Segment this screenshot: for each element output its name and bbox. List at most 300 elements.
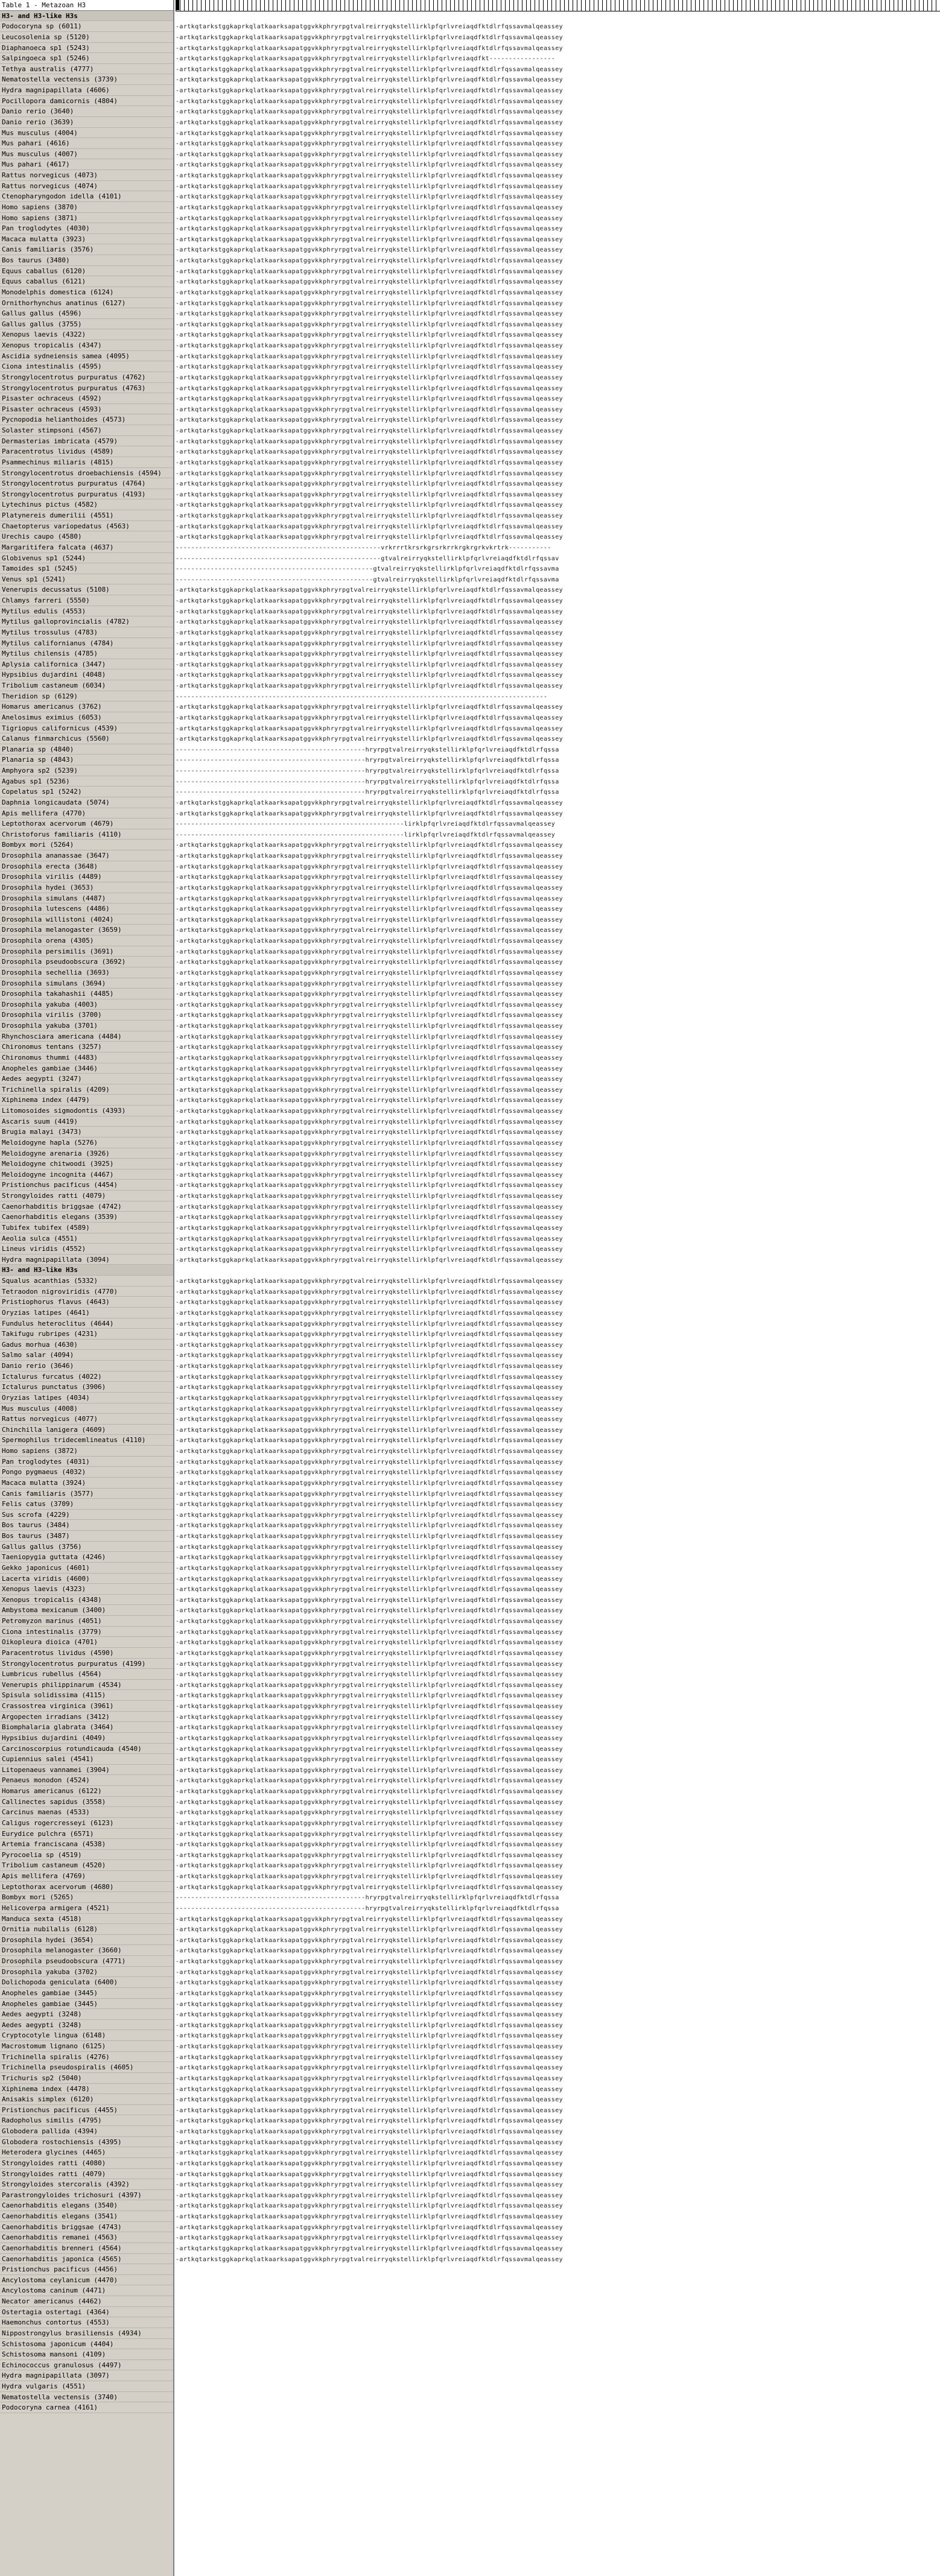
sequence-name[interactable]: Xiphinema index (4479) xyxy=(0,1095,173,1106)
sequence-row[interactable]: -artkqtarkstggkaprkqlatkaarksapatggvkkphryrpgtvalreirryqkstellirklpfqrlvreiaqdfktdlrfqssavmalqeassey xyxy=(176,1735,564,1742)
sequence-row[interactable]: -artkqtarkstggkaprkqlatkaarksapatggvkkphryrpgtvalreirryqkstellirklpfqrlvreiaqdfktdlrfqssavmalqeassey xyxy=(176,1437,564,1445)
sequence-name[interactable]: Oryzias latipes (4034) xyxy=(0,1393,173,1404)
sequence-row[interactable]: -artkqtarkstggkaprkqlatkaarksapatggvkkphryrpgtvalreirryqkstellirklpfqrlvreiaqdfktdlrfqssavmalqeassey xyxy=(176,1012,564,1019)
sequence-name[interactable]: Xenopus laevis (4322) xyxy=(0,329,173,340)
sequence-row[interactable]: -artkqtarkstggkaprkqlatkaarksapatggvkkphryrpgtvalreirryqkstellirklpfqrlvreiaqdfktdlrfqssavmalqeassey xyxy=(176,438,564,445)
sequence-name[interactable]: Urechis caupo (4580) xyxy=(0,531,173,542)
sequence-name[interactable]: Bos taurus (3487) xyxy=(0,1531,173,1542)
sequence-row[interactable]: -------------------------------------------------hryrpgtvalreirryqkstellirklpfqrlvreiaqdfktdlrfqssa xyxy=(176,1905,559,1912)
sequence-name[interactable]: Copelatus sp1 (5242) xyxy=(0,786,173,797)
sequence-row[interactable]: -------------------------------------------------hryrpgtvalreirryqkstellirklpfqrlvreiaqdfktdlrfqssa xyxy=(176,1894,559,1902)
sequence-row[interactable]: -artkqtarkstggkaprkqlatkaarksapatggvkkphryrpgtvalreirryqkstellirklpfqrlvreiaqdfktdlrfqssavmalqeassey xyxy=(176,523,564,530)
sequence-name[interactable]: Mus musculus (4004) xyxy=(0,128,173,139)
sequence-name[interactable]: Rattus norvegicus (4074) xyxy=(0,181,173,192)
sequence-row[interactable]: -artkqtarkstggkaprkqlatkaarksapatggvkkphryrpgtvalreirryqkstellirklpfqrlvreiaqdfktdlrfqssavmalqeassey xyxy=(176,2256,564,2263)
sequence-row[interactable]: -artkqtarkstggkaprkqlatkaarksapatggvkkphryrpgtvalreirryqkstellirklpfqrlvreiaqdfktdlrfqssavmalqeassey xyxy=(176,119,564,126)
sequence-name[interactable]: Necator americanus (4462) xyxy=(0,2296,173,2307)
sequence-name[interactable]: Drosophila yakuba (3702) xyxy=(0,1967,173,1978)
sequence-name[interactable]: Parastrongyloides trichosuri (4397) xyxy=(0,2190,173,2201)
sequence-name[interactable]: Leptothorax acervorum (4680) xyxy=(0,1882,173,1893)
sequence-row[interactable]: -artkqtarkstggkaprkqlatkaarksapatggvkkphryrpgtvalreirryqkstellirklpfqrlvreiaqdfktdlrfqssavmalqeassey xyxy=(176,226,564,233)
sequence-name[interactable]: Mytilus edulis (4553) xyxy=(0,606,173,617)
sequence-name[interactable]: Globivenus sp1 (5244) xyxy=(0,553,173,564)
sequence-row[interactable]: -artkqtarkstggkaprkqlatkaarksapatggvkkphryrpgtvalreirryqkstellirklpfqrlvreiaqdfktdlrfqssavmalqeassey xyxy=(176,2139,564,2146)
sequence-name[interactable]: Hydra magnipapillata (3094) xyxy=(0,1255,173,1265)
sequence-name[interactable]: Drosophila hydei (3654) xyxy=(0,1935,173,1946)
sequence-row[interactable]: -artkqtarkstggkaprkqlatkaarksapatggvkkphryrpgtvalreirryqkstellirklpfqrlvreiaqdfktdlrfqssavmalqeassey xyxy=(176,311,564,318)
sequence-name[interactable]: Caenorhabditis briggsae (4742) xyxy=(0,1201,173,1212)
sequence-row[interactable]: -artkqtarkstggkaprkqlatkaarksapatggvkkphryrpgtvalreirryqkstellirklpfqrlvreiaqdfktdlrfqssavmalqeassey xyxy=(176,2065,564,2072)
sequence-name[interactable]: Anopheles gambiae (3446) xyxy=(0,1063,173,1074)
sequence-name[interactable]: Schistosoma japonicum (4404) xyxy=(0,2339,173,2350)
sequence-name[interactable]: Rattus norvegicus (4073) xyxy=(0,170,173,181)
sequence-row[interactable]: -artkqtarkstggkaprkqlatkaarksapatggvkkphryrpgtvalreirryqkstellirklpfqrlvreiaqdfktdlrfqssavmalqeassey xyxy=(176,2182,564,2189)
sequence-row[interactable]: -artkqtarkstggkaprkqlatkaarksapatggvkkphryrpgtvalreirryqkstellirklpfqrlvreiaqdfktdlrfqssavmalqeassey xyxy=(176,481,564,488)
sequence-row[interactable]: -artkqtarkstggkaprkqlatkaarksapatggvkkphryrpgtvalreirryqkstellirklpfqrlvreiaqdfktdlrfqssavmalqeassey xyxy=(176,45,564,52)
sequence-row[interactable]: -artkqtarkstggkaprkqlatkaarksapatggvkkphryrpgtvalreirryqkstellirklpfqrlvreiaqdfktdlrfqssavmalqeassey xyxy=(176,1214,564,1221)
group-header[interactable]: H3- and H3-like H3s xyxy=(0,11,173,22)
sequence-row[interactable]: -artkqtarkstggkaprkqlatkaarksapatggvkkphryrpgtvalreirryqkstellirklpfqrlvreiaqdfktdlrfqssavmalqeassey xyxy=(176,1416,564,1423)
sequence-row[interactable]: -artkqtarkstggkaprkqlatkaarksapatggvkkphryrpgtvalreirryqkstellirklpfqrlvreiaqdfktdlrfqssavmalqeassey xyxy=(176,1990,564,1997)
sequence-name[interactable]: Strongylocentrotus droebachiensis (4594) xyxy=(0,468,173,479)
sequence-row[interactable]: -artkqtarkstggkaprkqlatkaarksapatggvkkphryrpgtvalreirryqkstellirklpfqrlvreiaqdfktdlrfqssavmalqeassey xyxy=(176,1543,564,1551)
sequence-row[interactable]: -artkqtarkstggkaprkqlatkaarksapatggvkkphryrpgtvalreirryqkstellirklpfqrlvreiaqdfktdlrfqssavmalqeassey xyxy=(176,704,564,711)
sequence-row[interactable]: -artkqtarkstggkaprkqlatkaarksapatggvkkphryrpgtvalreirryqkstellirklpfqrlvreiaqdfktdlrfqssavmalqeassey xyxy=(176,385,564,392)
sequence-name[interactable]: Litomosoides sigmodontis (4393) xyxy=(0,1106,173,1116)
sequence-name[interactable]: Nematostella vectensis (3740) xyxy=(0,2392,173,2403)
sequence-row[interactable]: -artkqtarkstggkaprkqlatkaarksapatggvkkphryrpgtvalreirryqkstellirklpfqrlvreiaqdfktdlrfqssavmalqeassey xyxy=(176,1299,564,1306)
sequence-name[interactable]: Dermasterias imbricata (4579) xyxy=(0,436,173,447)
sequence-name[interactable]: Taeniopygia guttata (4246) xyxy=(0,1552,173,1563)
sequence-alignment-area[interactable] xyxy=(176,0,940,2576)
sequence-row[interactable]: -artkqtarkstggkaprkqlatkaarksapatggvkkphryrpgtvalreirryqkstellirklpfqrlvreiaqdfktdlrfqssavmalqeassey xyxy=(176,2022,564,2029)
sequence-row[interactable]: -artkqtarkstggkaprkqlatkaarksapatggvkkphryrpgtvalreirryqkstellirklpfqrlvreiaqdfktdlrfqssavmalqeassey xyxy=(176,714,564,721)
sequence-name[interactable]: Danio rerio (3646) xyxy=(0,1361,173,1372)
sequence-name[interactable]: Apis mellifera (4770) xyxy=(0,808,173,819)
sequence-row[interactable]: -artkqtarkstggkaprkqlatkaarksapatggvkkphryrpgtvalreirryqkstellirklpfqrlvreiaqdfktdlrfqssavmalqeassey xyxy=(176,810,564,817)
sequence-row[interactable]: -artkqtarkstggkaprkqlatkaarksapatggvkkphryrpgtvalreirryqkstellirklpfqrlvreiaqdfktdlrfqssavmalqeassey xyxy=(176,428,564,434)
sequence-row[interactable]: -artkqtarkstggkaprkqlatkaarksapatggvkkphryrpgtvalreirryqkstellirklpfqrlvreiaqdfktdlrfqssavmalqeassey xyxy=(176,1235,564,1242)
sequence-row[interactable]: -artkqtarkstggkaprkqlatkaarksapatggvkkphryrpgtvalreirryqkstellirklpfqrlvreiaqdfktdlrfqssavmalqeassey xyxy=(176,1714,564,1721)
sequence-name[interactable]: Rhynchosciara americana (4484) xyxy=(0,1031,173,1042)
sequence-row[interactable]: -artkqtarkstggkaprkqlatkaarksapatggvkkphryrpgtvalreirryqkstellirklpfqrlvreiaqdfktdlrfqssavmalqeassey xyxy=(176,1607,564,1615)
sequence-row[interactable]: -artkqtarkstggkaprkqlatkaarksapatggvkkphryrpgtvalreirryqkstellirklpfqrlvreiaqdfktdlrfqssavmalqeassey xyxy=(176,1023,564,1030)
sequence-name[interactable]: Crassostrea virginica (3961) xyxy=(0,1701,173,1712)
sequence-name[interactable]: Venerupis decussatus (5108) xyxy=(0,584,173,595)
sequence-name[interactable]: Hydra magnipapillata (4606) xyxy=(0,85,173,96)
sequence-row[interactable]: -artkqtarkstggkaprkqlatkaarksapatggvkkphryrpgtvalreirryqkstellirklpfqrlvreiaqdfktdlrfqssavmalqeassey xyxy=(176,364,564,371)
sequence-row[interactable] xyxy=(176,1265,940,1276)
sequence-row[interactable]: -------------------------------------------------hryrpgtvalreirryqkstellirklpfqrlvreiaqdfktdlrfqssa xyxy=(176,778,559,785)
sequence-name[interactable]: Rattus norvegicus (4077) xyxy=(0,1414,173,1425)
sequence-row[interactable]: -artkqtarkstggkaprkqlatkaarksapatggvkkphryrpgtvalreirryqkstellirklpfqrlvreiaqdfktdlrfqssavmalqeassey xyxy=(176,640,564,647)
sequence-name[interactable]: Daphnia longicaudata (5074) xyxy=(0,797,173,808)
sequence-row[interactable]: -artkqtarkstggkaprkqlatkaarksapatggvkkphryrpgtvalreirryqkstellirklpfqrlvreiaqdfktdlrfqssavmalqeassey xyxy=(176,279,564,286)
sequence-name[interactable]: Ambystoma mexicanum (3400) xyxy=(0,1605,173,1616)
sequence-name[interactable]: Xenopus tropicalis (4348) xyxy=(0,1595,173,1606)
sequence-name[interactable]: Caenorhabditis japonica (4565) xyxy=(0,2254,173,2265)
sequence-name[interactable]: Mytilus chilensis (4785) xyxy=(0,648,173,659)
sequence-name[interactable]: Drosophila takahashii (4485) xyxy=(0,989,173,999)
sequence-name[interactable]: Platynereis dumerilii (4551) xyxy=(0,510,173,521)
sequence-name[interactable]: Drosophila yakuba (3701) xyxy=(0,1021,173,1031)
sequence-row[interactable]: -artkqtarkstggkaprkqlatkaarksapatggvkkphryrpgtvalreirryqkstellirklpfqrlvreiaqdfktdlrfqssavmalqeassey xyxy=(176,1639,564,1647)
sequence-row[interactable]: -artkqtarkstggkaprkqlatkaarksapatggvkkphryrpgtvalreirryqkstellirklpfqrlvreiaqdfktdlrfqssavmalqeassey xyxy=(176,1331,564,1338)
sequence-row[interactable]: -artkqtarkstggkaprkqlatkaarksapatggvkkphryrpgtvalreirryqkstellirklpfqrlvreiaqdfktdlrfqssavmalqeassey xyxy=(176,1809,564,1817)
sequence-name[interactable]: Tigriopus californicus (4539) xyxy=(0,723,173,734)
sequence-name[interactable]: Monodelphis domestica (6124) xyxy=(0,287,173,298)
sequence-row[interactable]: -artkqtarkstggkaprkqlatkaarksapatggvkkphryrpgtvalreirryqkstellirklpfqrlvreiaqdfktdlrfqssavmalqeassey xyxy=(176,2097,564,2104)
sequence-row[interactable]: -artkqtarkstggkaprkqlatkaarksapatggvkkphryrpgtvalreirryqkstellirklpfqrlvreiaqdfkt----------------- xyxy=(176,55,556,63)
sequence-name[interactable]: Hydra magnipapillata (3097) xyxy=(0,2370,173,2381)
sequence-row[interactable]: -artkqtarkstggkaprkqlatkaarksapatggvkkphryrpgtvalreirryqkstellirklpfqrlvreiaqdfktdlrfqssavmalqeassey xyxy=(176,1097,564,1104)
sequence-name[interactable]: Danio rerio (3639) xyxy=(0,117,173,128)
sequence-name[interactable]: Meloidogyne arenaria (3926) xyxy=(0,1148,173,1159)
sequence-name[interactable]: Aplysia californica (3447) xyxy=(0,659,173,670)
sequence-name[interactable]: Mytilus trossulus (4783) xyxy=(0,627,173,638)
sequence-row[interactable]: -artkqtarkstggkaprkqlatkaarksapatggvkkphryrpgtvalreirryqkstellirklpfqrlvreiaqdfktdlrfqssavmalqeassey xyxy=(176,1490,564,1498)
sequence-row[interactable]: -artkqtarkstggkaprkqlatkaarksapatggvkkphryrpgtvalreirryqkstellirklpfqrlvreiaqdfktdlrfqssavmalqeassey xyxy=(176,906,564,913)
sequence-name[interactable]: Strongylocentrotus purpuratus (4762) xyxy=(0,372,173,383)
sequence-name[interactable]: Aedes aegypti (3248) xyxy=(0,2009,173,2020)
sequence-name[interactable]: Drosophila pseudoobscura (4771) xyxy=(0,1956,173,1967)
sequence-name[interactable]: Podocoryna carnea (4161) xyxy=(0,2402,173,2413)
sequence-name[interactable]: Strongyloides stercoralis (4392) xyxy=(0,2179,173,2190)
sequence-name[interactable]: Danio rerio (3640) xyxy=(0,106,173,117)
sequence-row[interactable]: -artkqtarkstggkaprkqlatkaarksapatggvkkphryrpgtvalreirryqkstellirklpfqrlvreiaqdfktdlrfqssavmalqeassey xyxy=(176,151,564,158)
sequence-name[interactable]: Homo sapiens (3870) xyxy=(0,202,173,213)
sequence-name[interactable]: Drosophila virilis (3700) xyxy=(0,1010,173,1021)
sequence-row[interactable]: -artkqtarkstggkaprkqlatkaarksapatggvkkphryrpgtvalreirryqkstellirklpfqrlvreiaqdfktdlrfqssavmalqeassey xyxy=(176,2224,564,2231)
sequence-row[interactable]: -artkqtarkstggkaprkqlatkaarksapatggvkkphryrpgtvalreirryqkstellirklpfqrlvreiaqdfktdlrfqssavmalqeassey xyxy=(176,1682,564,1689)
sequence-name[interactable]: Drosophila yakuba (4003) xyxy=(0,999,173,1010)
sequence-name[interactable]: Venus sp1 (5241) xyxy=(0,574,173,585)
sequence-name[interactable]: Lytechinus pictus (4582) xyxy=(0,499,173,510)
sequence-row[interactable]: -artkqtarkstggkaprkqlatkaarksapatggvkkphryrpgtvalreirryqkstellirklpfqrlvreiaqdfktdlrfqssavmalqeassey xyxy=(176,1448,564,1455)
sequence-row[interactable]: -artkqtarkstggkaprkqlatkaarksapatggvkkphryrpgtvalreirryqkstellirklpfqrlvreiaqdfktdlrfqssavmalqeassey xyxy=(176,661,564,668)
sequence-name[interactable]: Planaria sp (4840) xyxy=(0,744,173,755)
sequence-row[interactable]: -artkqtarkstggkaprkqlatkaarksapatggvkkphryrpgtvalreirryqkstellirklpfqrlvreiaqdfktdlrfqssavmalqeassey xyxy=(176,1458,564,1466)
sequence-name[interactable]: Meloidogyne chitwoodi (3925) xyxy=(0,1159,173,1169)
sequence-name[interactable]: Homo sapiens (3872) xyxy=(0,1446,173,1457)
sequence-name[interactable]: Homo sapiens (3871) xyxy=(0,213,173,224)
sequence-name[interactable]: Strongylocentrotus purpuratus (4199) xyxy=(0,1659,173,1669)
sequence-name[interactable]: Hypsibius dujardini (4049) xyxy=(0,1733,173,1744)
sequence-name[interactable]: Psammechinus miliaris (4815) xyxy=(0,457,173,468)
sequence-name[interactable]: Ciona intestinalis (4595) xyxy=(0,361,173,372)
sequence-row[interactable]: -artkqtarkstggkaprkqlatkaarksapatggvkkphryrpgtvalreirryqkstellirklpfqrlvreiaqdfktdlrfqssavmalqeassey xyxy=(176,2192,564,2199)
sequence-row[interactable]: -artkqtarkstggkaprkqlatkaarksapatggvkkphryrpgtvalreirryqkstellirklpfqrlvreiaqdfktdlrfqssavmalqeassey xyxy=(176,353,564,360)
sequence-name[interactable]: Pisaster ochraceus (4592) xyxy=(0,393,173,404)
sequence-name[interactable]: Carcinoscorpius rotundicauda (4540) xyxy=(0,1744,173,1755)
sequence-row[interactable]: -------------------------------------------------hryrpgtvalreirryqkstellirklpfqrlvreiaqdfktdlrfqssa xyxy=(176,789,559,796)
sequence-name[interactable]: Macrostomum lignano (6125) xyxy=(0,2041,173,2052)
sequence-name[interactable]: Mus musculus (4007) xyxy=(0,149,173,160)
sequence-row[interactable]: -artkqtarkstggkaprkqlatkaarksapatggvkkphryrpgtvalreirryqkstellirklpfqrlvreiaqdfktdlrfqssavmalqeassey xyxy=(176,2171,564,2178)
sequence-row[interactable]: -artkqtarkstggkaprkqlatkaarksapatggvkkphryrpgtvalreirryqkstellirklpfqrlvreiaqdfktdlrfqssavmalqeassey xyxy=(176,1352,564,1359)
sequence-name[interactable]: Schistosoma mansoni (4109) xyxy=(0,2349,173,2360)
sequence-name[interactable]: Bombyx mori (5265) xyxy=(0,1892,173,1903)
sequence-row[interactable]: -artkqtarkstggkaprkqlatkaarksapatggvkkphryrpgtvalreirryqkstellirklpfqrlvreiaqdfktdlrfqssavmalqeassey xyxy=(176,1086,564,1093)
sequence-row[interactable]: -artkqtarkstggkaprkqlatkaarksapatggvkkphryrpgtvalreirryqkstellirklpfqrlvreiaqdfktdlrfqssavmalqeassey xyxy=(176,34,564,41)
sequence-name[interactable]: Margaritifera falcata (4637) xyxy=(0,542,173,553)
sequence-name[interactable]: Lacerta viridis (4600) xyxy=(0,1574,173,1584)
sequence-name[interactable]: Drosophila persimilis (3691) xyxy=(0,946,173,957)
sequence-name[interactable]: Salmo salar (4094) xyxy=(0,1350,173,1361)
sequence-row[interactable]: -artkqtarkstggkaprkqlatkaarksapatggvkkphryrpgtvalreirryqkstellirklpfqrlvreiaqdfktdlrfqssavmalqeassey xyxy=(176,1044,564,1051)
sequence-name[interactable]: Caenorhabditis elegans (3540) xyxy=(0,2200,173,2211)
sequence-row[interactable]: -artkqtarkstggkaprkqlatkaarksapatggvkkphryrpgtvalreirryqkstellirklpfqrlvreiaqdfktdlrfqssavmalqeassey xyxy=(176,2011,564,2019)
sequence-name[interactable]: Mytilus californianus (4784) xyxy=(0,638,173,649)
sequence-row[interactable]: -artkqtarkstggkaprkqlatkaarksapatggvkkphryrpgtvalreirryqkstellirklpfqrlvreiaqdfktdlrfqssavmalqeassey xyxy=(176,502,564,509)
sequence-name[interactable]: Tribolium castaneum (4520) xyxy=(0,1860,173,1871)
sequence-name[interactable]: Manduca sexta (4518) xyxy=(0,1914,173,1925)
sequence-row[interactable]: -artkqtarkstggkaprkqlatkaarksapatggvkkphryrpgtvalreirryqkstellirklpfqrlvreiaqdfktdlrfqssavmalqeassey xyxy=(176,1288,564,1296)
sequence-row[interactable]: -artkqtarkstggkaprkqlatkaarksapatggvkkphryrpgtvalreirryqkstellirklpfqrlvreiaqdfktdlrfqssavmalqeassey xyxy=(176,587,564,594)
sequence-row[interactable]: -artkqtarkstggkaprkqlatkaarksapatggvkkphryrpgtvalreirryqkstellirklpfqrlvreiaqdfktdlrfqssavmalqeassey xyxy=(176,417,564,424)
sequence-name[interactable]: Podocoryna sp (6011) xyxy=(0,21,173,32)
sequence-name[interactable]: Ascaris suum (4419) xyxy=(0,1116,173,1127)
sequence-row[interactable]: -artkqtarkstggkaprkqlatkaarksapatggvkkphryrpgtvalreirryqkstellirklpfqrlvreiaqdfktdlrfqssavmalqeassey xyxy=(176,672,564,679)
sequence-name[interactable]: Pan troglodytes (4030) xyxy=(0,223,173,234)
sequence-row[interactable]: -artkqtarkstggkaprkqlatkaarksapatggvkkphryrpgtvalreirryqkstellirklpfqrlvreiaqdfktdlrfqssavmalqeassey xyxy=(176,1363,564,1370)
sequence-name[interactable]: Mus musculus (4008) xyxy=(0,1404,173,1414)
sequence-row[interactable]: -artkqtarkstggkaprkqlatkaarksapatggvkkphryrpgtvalreirryqkstellirklpfqrlvreiaqdfktdlrfqssavmalqeassey xyxy=(176,1001,564,1008)
sequence-name[interactable]: Bombyx mori (5264) xyxy=(0,840,173,850)
sequence-name[interactable]: Penaeus monodon (4524) xyxy=(0,1775,173,1786)
sequence-name[interactable]: Macaca mulatta (3924) xyxy=(0,1478,173,1489)
sequence-name[interactable]: Strongyloides ratti (4079) xyxy=(0,2169,173,2180)
sequence-row[interactable]: -artkqtarkstggkaprkqlatkaarksapatggvkkphryrpgtvalreirryqkstellirklpfqrlvreiaqdfktdlrfqssavmalqeassey xyxy=(176,683,564,689)
table-title[interactable]: Table 1 - Metazoan H3 xyxy=(0,0,173,11)
sequence-row[interactable]: -artkqtarkstggkaprkqlatkaarksapatggvkkphryrpgtvalreirryqkstellirklpfqrlvreiaqdfktdlrfqssavmalqeassey xyxy=(176,980,564,987)
sequence-name[interactable]: Strongyloides ratti (4080) xyxy=(0,2158,173,2169)
sequence-row[interactable]: -artkqtarkstggkaprkqlatkaarksapatggvkkphryrpgtvalreirryqkstellirklpfqrlvreiaqdfktdlrfqssavmalqeassey xyxy=(176,1862,564,1870)
sequence-row[interactable]: -artkqtarkstggkaprkqlatkaarksapatggvkkphryrpgtvalreirryqkstellirklpfqrlvreiaqdfktdlrfqssavmalqeassey xyxy=(176,1628,564,1636)
sequence-row[interactable]: -artkqtarkstggkaprkqlatkaarksapatggvkkphryrpgtvalreirryqkstellirklpfqrlvreiaqdfktdlrfqssavmalqeassey xyxy=(176,2107,564,2114)
sequence-name[interactable]: Tethya australis (4777) xyxy=(0,64,173,75)
sequence-row[interactable]: -artkqtarkstggkaprkqlatkaarksapatggvkkphryrpgtvalreirryqkstellirklpfqrlvreiaqdfktdlrfqssavmalqeassey xyxy=(176,1660,564,1668)
sequence-name[interactable]: Pristionchus pacificus (4455) xyxy=(0,2105,173,2116)
sequence-row[interactable]: -artkqtarkstggkaprkqlatkaarksapatggvkkphryrpgtvalreirryqkstellirklpfqrlvreiaqdfktdlrfqssavmalqeassey xyxy=(176,1054,564,1062)
sequence-row[interactable]: -artkqtarkstggkaprkqlatkaarksapatggvkkphryrpgtvalreirryqkstellirklpfqrlvreiaqdfktdlrfqssavmalqeassey xyxy=(176,130,564,137)
sequence-name[interactable]: Bos taurus (3480) xyxy=(0,255,173,266)
sequence-row[interactable]: -artkqtarkstggkaprkqlatkaarksapatggvkkphryrpgtvalreirryqkstellirklpfqrlvreiaqdfktdlrfqssavmalqeassey xyxy=(176,258,564,264)
sequence-row[interactable]: -artkqtarkstggkaprkqlatkaarksapatggvkkphryrpgtvalreirryqkstellirklpfqrlvreiaqdfktdlrfqssavmalqeassey xyxy=(176,194,564,201)
sequence-row[interactable]: -artkqtarkstggkaprkqlatkaarksapatggvkkphryrpgtvalreirryqkstellirklpfqrlvreiaqdfktdlrfqssavmalqeassey xyxy=(176,598,564,604)
sequence-row[interactable]: -artkqtarkstggkaprkqlatkaarksapatggvkkphryrpgtvalreirryqkstellirklpfqrlvreiaqdfktdlrfqssavmalqeassey xyxy=(176,87,564,94)
sequence-row[interactable]: -artkqtarkstggkaprkqlatkaarksapatggvkkphryrpgtvalreirryqkstellirklpfqrlvreiaqdfktdlrfqssavmalqeassey xyxy=(176,1150,564,1157)
sequence-row[interactable]: -artkqtarkstggkaprkqlatkaarksapatggvkkphryrpgtvalreirryqkstellirklpfqrlvreiaqdfktdlrfqssavmalqeassey xyxy=(176,1724,564,1732)
sequence-name[interactable]: Pyrocoelia sp (4519) xyxy=(0,1850,173,1861)
sequence-row[interactable]: -artkqtarkstggkaprkqlatkaarksapatggvkkphryrpgtvalreirryqkstellirklpfqrlvreiaqdfktdlrfqssavmalqeassey xyxy=(176,1650,564,1657)
sequence-name[interactable]: Solaster stimpsoni (4567) xyxy=(0,425,173,436)
sequence-name[interactable]: Xenopus laevis (4323) xyxy=(0,1584,173,1595)
sequence-row[interactable]: -artkqtarkstggkaprkqlatkaarksapatggvkkphryrpgtvalreirryqkstellirklpfqrlvreiaqdfktdlrfqssavmalqeassey xyxy=(176,1511,564,1519)
sequence-name[interactable]: Ctenopharyngodon idella (4101) xyxy=(0,191,173,202)
sequence-name[interactable]: Felis catus (3709) xyxy=(0,1499,173,1510)
sequence-row[interactable]: -artkqtarkstggkaprkqlatkaarksapatggvkkphryrpgtvalreirryqkstellirklpfqrlvreiaqdfktdlrfqssavmalqeassey xyxy=(176,1108,564,1115)
sequence-name[interactable]: Lineus viridis (4552) xyxy=(0,1244,173,1255)
sequence-row[interactable]: -artkqtarkstggkaprkqlatkaarksapatggvkkphryrpgtvalreirryqkstellirklpfqrlvreiaqdfktdlrfqssavmalqeassey xyxy=(176,1554,564,1562)
sequence-name[interactable]: Strongylocentrotus purpuratus (4763) xyxy=(0,383,173,394)
sequence-name[interactable]: Pycnopodia helianthoides (4573) xyxy=(0,414,173,425)
sequence-row[interactable]: -artkqtarkstggkaprkqlatkaarksapatggvkkphryrpgtvalreirryqkstellirklpfqrlvreiaqdfktdlrfqssavmalqeassey xyxy=(176,1076,564,1083)
sequence-row[interactable]: ------------------------------------------------------------------------------------------------ xyxy=(176,693,548,700)
sequence-row[interactable]: -artkqtarkstggkaprkqlatkaarksapatggvkkphryrpgtvalreirryqkstellirklpfqrlvreiaqdfktdlrfqssavmalqeassey xyxy=(176,863,564,870)
sequence-row[interactable]: -artkqtarkstggkaprkqlatkaarksapatggvkkphryrpgtvalreirryqkstellirklpfqrlvreiaqdfktdlrfqssavmalqeassey xyxy=(176,449,564,456)
sequence-row[interactable]: -artkqtarkstggkaprkqlatkaarksapatggvkkphryrpgtvalreirryqkstellirklpfqrlvreiaqdfktdlrfqssavmalqeassey xyxy=(176,1426,564,1434)
sequence-row[interactable]: -artkqtarkstggkaprkqlatkaarksapatggvkkphryrpgtvalreirryqkstellirklpfqrlvreiaqdfktdlrfqssavmalqeassey xyxy=(176,2054,564,2061)
sequence-row[interactable]: -artkqtarkstggkaprkqlatkaarksapatggvkkphryrpgtvalreirryqkstellirklpfqrlvreiaqdfktdlrfqssavmalqeassey xyxy=(176,1575,564,1583)
group-header[interactable]: H3- and H3-like H3s xyxy=(0,1265,173,1276)
sequence-row[interactable]: -artkqtarkstggkaprkqlatkaarksapatggvkkphryrpgtvalreirryqkstellirklpfqrlvreiaqdfktdlrfqssavmalqeassey xyxy=(176,1501,564,1508)
sequence-row[interactable]: -artkqtarkstggkaprkqlatkaarksapatggvkkphryrpgtvalreirryqkstellirklpfqrlvreiaqdfktdlrfqssavmalqeassey xyxy=(176,629,564,636)
sequence-row[interactable]: -artkqtarkstggkaprkqlatkaarksapatggvkkphryrpgtvalreirryqkstellirklpfqrlvreiaqdfktdlrfqssavmalqeassey xyxy=(176,853,564,859)
sequence-name[interactable]: Gallus gallus (3756) xyxy=(0,1542,173,1552)
sequence-name[interactable]: Artemia franciscana (4538) xyxy=(0,1839,173,1850)
sequence-name[interactable]: Canis familiaris (3577) xyxy=(0,1489,173,1499)
sequence-row[interactable]: -artkqtarkstggkaprkqlatkaarksapatggvkkphryrpgtvalreirryqkstellirklpfqrlvreiaqdfktdlrfqssavmalqeassey xyxy=(176,1979,564,1987)
sequence-row[interactable]: -artkqtarkstggkaprkqlatkaarksapatggvkkphryrpgtvalreirryqkstellirklpfqrlvreiaqdfktdlrfqssavmalqeassey xyxy=(176,1777,564,1785)
sequence-name[interactable]: Cupiennius salei (4541) xyxy=(0,1754,173,1765)
sequence-name[interactable]: Eurydice pulchra (6571) xyxy=(0,1829,173,1840)
sequence-name[interactable]: Ictalurus punctatus (3906) xyxy=(0,1382,173,1393)
sequence-row[interactable]: -artkqtarkstggkaprkqlatkaarksapatggvkkphryrpgtvalreirryqkstellirklpfqrlvreiaqdfktdlrfqssavmalqeassey xyxy=(176,1320,564,1328)
sequence-name[interactable]: Drosophila virilis (4489) xyxy=(0,872,173,882)
sequence-name[interactable]: Globodera pallida (4394) xyxy=(0,2126,173,2137)
sequence-name[interactable]: Haemonchus contortus (4553) xyxy=(0,2317,173,2328)
sequence-name[interactable]: Strongylocentrotus purpuratus (4193) xyxy=(0,489,173,500)
sequence-row[interactable]: -artkqtarkstggkaprkqlatkaarksapatggvkkphryrpgtvalreirryqkstellirklpfqrlvreiaqdfktdlrfqssavmalqeassey xyxy=(176,948,564,955)
sequence-row[interactable]: -artkqtarkstggkaprkqlatkaarksapatggvkkphryrpgtvalreirryqkstellirklpfqrlvreiaqdfktdlrfqssavmalqeassey xyxy=(176,247,564,254)
sequence-row[interactable]: -artkqtarkstggkaprkqlatkaarksapatggvkkphryrpgtvalreirryqkstellirklpfqrlvreiaqdfktdlrfqssavmalqeassey xyxy=(176,2203,564,2210)
sequence-row[interactable]: -artkqtarkstggkaprkqlatkaarksapatggvkkphryrpgtvalreirryqkstellirklpfqrlvreiaqdfktdlrfqssavmalqeassey xyxy=(176,1937,564,1944)
sequence-name[interactable]: Christoforus familiaris (4110) xyxy=(0,829,173,840)
sequence-name[interactable]: Gekko japonicus (4601) xyxy=(0,1563,173,1574)
sequence-row[interactable]: -artkqtarkstggkaprkqlatkaarksapatggvkkphryrpgtvalreirryqkstellirklpfqrlvreiaqdfktdlrfqssavmalqeassey xyxy=(176,938,564,945)
sequence-row[interactable]: -artkqtarkstggkaprkqlatkaarksapatggvkkphryrpgtvalreirryqkstellirklpfqrlvreiaqdfktdlrfqssavmalqeassey xyxy=(176,842,564,849)
sequence-name[interactable]: Strongylocentrotus purpuratus (4764) xyxy=(0,478,173,489)
sequence-name[interactable]: Caenorhabditis brenneri (4564) xyxy=(0,2243,173,2254)
sequence-name[interactable]: Ascidia sydneiensis samea (4095) xyxy=(0,351,173,362)
sequence-name[interactable]: Canis familiaris (3576) xyxy=(0,244,173,255)
sequence-name[interactable]: Ictalurus furcatus (4022) xyxy=(0,1372,173,1382)
sequence-row[interactable]: -artkqtarkstggkaprkqlatkaarksapatggvkkphryrpgtvalreirryqkstellirklpfqrlvreiaqdfktdlrfqssavmalqeassey xyxy=(176,969,564,976)
sequence-name[interactable]: Trichinella spiralis (4209) xyxy=(0,1084,173,1095)
sequence-row[interactable]: -artkqtarkstggkaprkqlatkaarksapatggvkkphryrpgtvalreirryqkstellirklpfqrlvreiaqdfktdlrfqssavmalqeassey xyxy=(176,1873,564,1880)
sequence-row[interactable]: -artkqtarkstggkaprkqlatkaarksapatggvkkphryrpgtvalreirryqkstellirklpfqrlvreiaqdfktdlrfqssavmalqeassey xyxy=(176,1969,564,1976)
sequence-name[interactable]: Tribolium castaneum (6034) xyxy=(0,680,173,691)
sequence-row[interactable]: -------------------------------------------------hryrpgtvalreirryqkstellirklpfqrlvreiaqdfktdlrfqssa xyxy=(176,768,559,774)
sequence-row[interactable]: -artkqtarkstggkaprkqlatkaarksapatggvkkphryrpgtvalreirryqkstellirklpfqrlvreiaqdfktdlrfqssavmalqeassey xyxy=(176,406,564,413)
sequence-name[interactable]: Meloidogyne incognita (4467) xyxy=(0,1169,173,1180)
sequence-name[interactable]: Echinococcus granulosus (4497) xyxy=(0,2360,173,2371)
sequence-row[interactable]: -artkqtarkstggkaprkqlatkaarksapatggvkkphryrpgtvalreirryqkstellirklpfqrlvreiaqdfktdlrfqssavmalqeassey xyxy=(176,1948,564,1955)
sequence-name[interactable]: Brugia malayi (3473) xyxy=(0,1127,173,1138)
sequence-row[interactable]: -artkqtarkstggkaprkqlatkaarksapatggvkkphryrpgtvalreirryqkstellirklpfqrlvreiaqdfktdlrfqssavmalqeassey xyxy=(176,619,564,626)
sequence-row[interactable]: -artkqtarkstggkaprkqlatkaarksapatggvkkphryrpgtvalreirryqkstellirklpfqrlvreiaqdfktdlrfqssavmalqeassey xyxy=(176,2001,564,2008)
sequence-name[interactable]: Anopheles gambiae (3445) xyxy=(0,1988,173,1999)
sequence-row[interactable]: -artkqtarkstggkaprkqlatkaarksapatggvkkphryrpgtvalreirryqkstellirklpfqrlvreiaqdfktdlrfqssavmalqeassey xyxy=(176,1129,564,1136)
sequence-row[interactable]: -artkqtarkstggkaprkqlatkaarksapatggvkkphryrpgtvalreirryqkstellirklpfqrlvreiaqdfktdlrfqssavmalqeassey xyxy=(176,162,564,169)
sequence-row[interactable] xyxy=(176,11,940,22)
sequence-row[interactable]: -artkqtarkstggkaprkqlatkaarksapatggvkkphryrpgtvalreirryqkstellirklpfqrlvreiaqdfktdlrfqssavmalqeassey xyxy=(176,1565,564,1572)
sequence-name[interactable]: Trichinella pseudospiralis (4605) xyxy=(0,2062,173,2073)
sequence-name[interactable]: Mus pahari (4616) xyxy=(0,138,173,149)
sequence-row[interactable]: -artkqtarkstggkaprkqlatkaarksapatggvkkphryrpgtvalreirryqkstellirklpfqrlvreiaqdfktdlrfqssavmalqeassey xyxy=(176,1341,564,1349)
sequence-name[interactable]: Tamoides sp1 (5245) xyxy=(0,563,173,574)
sequence-name[interactable]: Salpingoeca sp1 (5246) xyxy=(0,53,173,64)
sequence-name[interactable]: Planaria sp (4843) xyxy=(0,755,173,765)
sequence-name[interactable]: Drosophila sechellia (3693) xyxy=(0,967,173,978)
sequence-name[interactable]: Ornitia nubilalis (6128) xyxy=(0,1924,173,1935)
sequence-name[interactable]: Trichinella spiralis (4276) xyxy=(0,2052,173,2063)
sequence-name[interactable]: Aedes aegypti (3248) xyxy=(0,2020,173,2031)
sequence-name[interactable]: Lumbricus rubellus (4564) xyxy=(0,1669,173,1680)
sequence-row[interactable]: -artkqtarkstggkaprkqlatkaarksapatggvkkphryrpgtvalreirryqkstellirklpfqrlvreiaqdfktdlrfqssavmalqeassey xyxy=(176,332,564,339)
sequence-name[interactable]: Drosophila lutescens (4486) xyxy=(0,903,173,914)
sequence-row[interactable]: -artkqtarkstggkaprkqlatkaarksapatggvkkphryrpgtvalreirryqkstellirklpfqrlvreiaqdfktdlrfqssavmalqeassey xyxy=(176,2245,564,2252)
sequence-row[interactable]: -artkqtarkstggkaprkqlatkaarksapatggvkkphryrpgtvalreirryqkstellirklpfqrlvreiaqdfktdlrfqssavmalqeassey xyxy=(176,1533,564,1540)
sequence-name[interactable]: Drosophila orena (4305) xyxy=(0,935,173,946)
sequence-row[interactable]: -artkqtarkstggkaprkqlatkaarksapatggvkkphryrpgtvalreirryqkstellirklpfqrlvreiaqdfktdlrfqssavmalqeassey xyxy=(176,77,564,84)
sequence-name[interactable]: Pocillopora damicornis (4804) xyxy=(0,96,173,107)
sequence-row[interactable]: -artkqtarkstggkaprkqlatkaarksapatggvkkphryrpgtvalreirryqkstellirklpfqrlvreiaqdfktdlrfqssavmalqeassey xyxy=(176,183,564,190)
sequence-name[interactable]: Oikopleura dioica (4701) xyxy=(0,1637,173,1648)
sequence-row[interactable]: -artkqtarkstggkaprkqlatkaarksapatggvkkphryrpgtvalreirryqkstellirklpfqrlvreiaqdfktdlrfqssavmalqeassey xyxy=(176,204,564,211)
sequence-name[interactable]: Takifugu rubripes (4231) xyxy=(0,1329,173,1340)
sequence-row[interactable]: ---------------------------------------------------gtvalreirryqkstellirklpfqrlvreiaqdfktdlrfqssavma xyxy=(176,566,559,573)
sequence-name[interactable]: Anisakis simplex (6120) xyxy=(0,2094,173,2105)
sequence-row[interactable]: -artkqtarkstggkaprkqlatkaarksapatggvkkphryrpgtvalreirryqkstellirklpfqrlvreiaqdfktdlrfqssavmalqeassey xyxy=(176,2235,564,2242)
sequence-row[interactable]: -artkqtarkstggkaprkqlatkaarksapatggvkkphryrpgtvalreirryqkstellirklpfqrlvreiaqdfktdlrfqssavmalqeassey xyxy=(176,1033,564,1040)
sequence-name[interactable]: Pisaster ochraceus (4593) xyxy=(0,404,173,415)
sequence-name[interactable]: Chlamys farreri (5550) xyxy=(0,595,173,606)
sequence-name[interactable]: Theridion sp (6129) xyxy=(0,691,173,702)
sequence-name[interactable]: Homarus americanus (3762) xyxy=(0,701,173,712)
sequence-name[interactable]: Equus caballus (6121) xyxy=(0,276,173,287)
sequence-name[interactable]: Anopheles gambiae (3445) xyxy=(0,1999,173,2010)
sequence-row[interactable]: -artkqtarkstggkaprkqlatkaarksapatggvkkphryrpgtvalreirryqkstellirklpfqrlvreiaqdfktdlrfqssavmalqeassey xyxy=(176,1692,564,1700)
sequence-name[interactable]: Caenorhabditis elegans (3541) xyxy=(0,2211,173,2222)
sequence-row[interactable]: -artkqtarkstggkaprkqlatkaarksapatggvkkphryrpgtvalreirryqkstellirklpfqrlvreiaqdfktdlrfqssavmalqeassey xyxy=(176,236,564,243)
sequence-row[interactable]: -------------------------------------------------hryrpgtvalreirryqkstellirklpfqrlvreiaqdfktdlrfqssa xyxy=(176,757,559,764)
sequence-row[interactable]: -artkqtarkstggkaprkqlatkaarksapatggvkkphryrpgtvalreirryqkstellirklpfqrlvreiaqdfktdlrfqssavmalqeassey xyxy=(176,109,564,116)
sequence-row[interactable]: -artkqtarkstggkaprkqlatkaarksapatggvkkphryrpgtvalreirryqkstellirklpfqrlvreiaqdfktdlrfqssavmalqeassey xyxy=(176,1224,564,1232)
sequence-name[interactable]: Chinchilla lanigera (4609) xyxy=(0,1425,173,1435)
sequence-row[interactable]: -artkqtarkstggkaprkqlatkaarksapatggvkkphryrpgtvalreirryqkstellirklpfqrlvreiaqdfktdlrfqssavmalqeassey xyxy=(176,799,564,806)
sequence-name[interactable]: Ancylostoma ceylanicum (4470) xyxy=(0,2275,173,2286)
sequence-name[interactable]: Leucosolenia sp (5120) xyxy=(0,32,173,43)
sequence-name[interactable]: Mytilus galloprovincialis (4782) xyxy=(0,616,173,627)
sequence-name[interactable]: Drosophila willistoni (4024) xyxy=(0,914,173,925)
sequence-row[interactable]: -artkqtarkstggkaprkqlatkaarksapatggvkkphryrpgtvalreirryqkstellirklpfqrlvreiaqdfktdlrfqssavmalqeassey xyxy=(176,916,564,923)
sequence-name[interactable]: Caenorhabditis elegans (3539) xyxy=(0,1212,173,1223)
sequence-row[interactable]: -artkqtarkstggkaprkqlatkaarksapatggvkkphryrpgtvalreirryqkstellirklpfqrlvreiaqdfktdlrfqssavmalqeassey xyxy=(176,268,564,275)
sequence-row[interactable]: -artkqtarkstggkaprkqlatkaarksapatggvkkphryrpgtvalreirryqkstellirklpfqrlvreiaqdfktdlrfqssavmalqeassey xyxy=(176,991,564,998)
sequence-row[interactable]: -artkqtarkstggkaprkqlatkaarksapatggvkkphryrpgtvalreirryqkstellirklpfqrlvreiaqdfktdlrfqssavmalqeassey xyxy=(176,343,564,349)
sequence-name[interactable]: Caligus rogercresseyi (6123) xyxy=(0,1818,173,1829)
sequence-name[interactable]: Xenopus tropicalis (4347) xyxy=(0,340,173,351)
sequence-row[interactable]: -artkqtarkstggkaprkqlatkaarksapatggvkkphryrpgtvalreirryqkstellirklpfqrlvreiaqdfktdlrfqssavmalqeassey xyxy=(176,1203,564,1210)
sequence-name[interactable]: Spisula solidissima (4115) xyxy=(0,1690,173,1701)
sequence-row[interactable]: -artkqtarkstggkaprkqlatkaarksapatggvkkphryrpgtvalreirryqkstellirklpfqrlvreiaqdfktdlrfqssavmalqeassey xyxy=(176,289,564,296)
sequence-name[interactable]: Agabus sp1 (5236) xyxy=(0,776,173,787)
sequence-name[interactable]: Sus scrofa (4229) xyxy=(0,1510,173,1521)
sequence-row[interactable]: -artkqtarkstggkaprkqlatkaarksapatggvkkphryrpgtvalreirryqkstellirklpfqrlvreiaqdfktdlrfqssavmalqeassey xyxy=(176,1171,564,1179)
sequence-row[interactable]: -artkqtarkstggkaprkqlatkaarksapatggvkkphryrpgtvalreirryqkstellirklpfqrlvreiaqdfktdlrfqssavmalqeassey xyxy=(176,1618,564,1625)
